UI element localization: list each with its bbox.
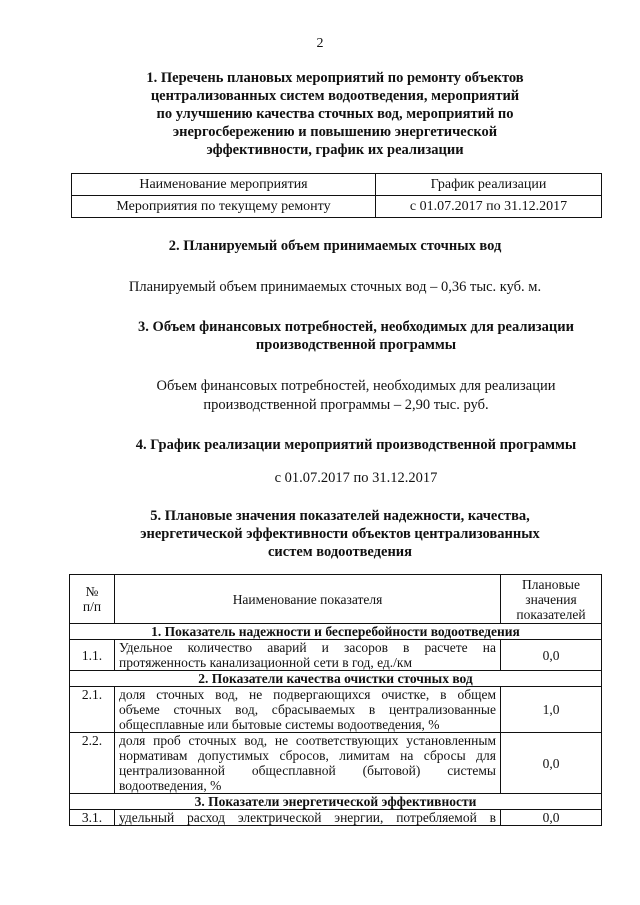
column-header-name: Наименование показателя — [115, 575, 501, 624]
table-row — [70, 810, 602, 826]
section1-title-line: энергосбережению и повышению энергетической — [172, 124, 498, 140]
header-line: показателей — [516, 606, 586, 622]
row-number: 2.2. — [70, 733, 115, 794]
row-number: 1.1. — [70, 640, 115, 671]
indicator-name — [115, 687, 501, 733]
section5-title-line: энергетической эффективности объектов централизованных — [140, 526, 540, 542]
section1-title — [0, 69, 640, 159]
section2-text: Планируемый объем принимаемых сточных вод – 0,36 тыс. куб. м. — [128, 279, 542, 295]
activities-table — [71, 173, 602, 218]
indicator-value: 0,0 — [501, 810, 602, 826]
group-title: 2. Показатели качества очистки сточных вод — [70, 671, 602, 687]
section1-title-line: централизованных систем водоотведения, мероприятий — [150, 88, 520, 104]
indicator-line: общесплавные или бытовые системы водоотведения, % — [119, 717, 440, 732]
table-row — [70, 733, 602, 794]
section3-text — [0, 377, 640, 415]
section1-title-line: по улучшению качества сточных вод, мероприятий по — [156, 106, 514, 122]
indicator-value: 0,0 — [501, 733, 602, 794]
section3-title-line: производственной программы — [255, 337, 457, 353]
indicator-value: 0,0 — [501, 640, 602, 671]
table-group-row — [70, 671, 602, 687]
table-row — [70, 640, 602, 671]
table-header-row — [70, 575, 602, 624]
section5-title-line: 5. Плановые значения показателей надежности, качества, — [150, 508, 530, 524]
section3-text-line: Объем финансовых потребностей, необходимых для реализации — [156, 378, 556, 394]
indicator-value: 1,0 — [501, 687, 602, 733]
header-line: № — [85, 584, 99, 599]
indicator-name — [115, 640, 501, 671]
indicator-line: удельный расход электрической энергии, потребляемой в — [119, 810, 496, 825]
header-line: Плановые — [522, 576, 580, 592]
header-line: значения — [525, 591, 577, 607]
row-number: 3.1. — [70, 810, 115, 826]
indicator-name — [115, 733, 501, 794]
header-line: п/п — [82, 599, 102, 614]
column-header-activity: Наименование мероприятия — [72, 174, 376, 196]
indicator-line: нормативам допустимых сбросов, лимитам на сбросы для — [119, 748, 496, 763]
section2-title: 2. Планируемый объем принимаемых сточных вод — [168, 238, 502, 254]
section1-title-line: эффективности, график их реализации — [206, 142, 464, 158]
column-header-number — [70, 575, 115, 624]
section3-text-line: производственной программы – 2,90 тыс. руб. — [203, 397, 489, 413]
column-header-value — [501, 575, 602, 624]
indicator-name — [115, 810, 501, 826]
indicator-line: водоотведения, % — [119, 778, 222, 793]
section3-title — [0, 318, 640, 354]
indicator-line: доля сточных вод, не подвергающихся очистке, в общем — [119, 687, 496, 702]
page-number: 2 — [316, 36, 324, 51]
column-header-schedule: График реализации — [376, 174, 602, 196]
indicators-table — [69, 574, 602, 826]
group-title: 1. Показатель надежности и бесперебойности водоотведения — [70, 624, 602, 640]
indicator-line: Удельное количество аварий и засоров в расчете на — [119, 640, 496, 655]
indicator-line: доля проб сточных вод, не соответствующих установленным — [119, 733, 496, 748]
group-title: 3. Показатели энергетической эффективности — [70, 794, 602, 810]
section4-text: с 01.07.2017 по 31.12.2017 — [274, 470, 438, 486]
section1-title-line: 1. Перечень плановых мероприятий по ремонту объектов — [146, 70, 524, 86]
section4-title: 4. График реализации мероприятий производственной программы — [135, 437, 577, 453]
section5-title — [0, 507, 640, 561]
section3-title-line: 3. Объем финансовых потребностей, необходимых для реализации — [138, 319, 574, 335]
table-header-row — [72, 174, 602, 196]
table-row — [72, 196, 602, 218]
indicator-line: централизованной общесплавной (бытовой) системы — [119, 763, 496, 778]
schedule-cell: с 01.07.2017 по 31.12.2017 — [376, 196, 602, 218]
section5-title-line: систем водоотведения — [267, 544, 413, 560]
table-group-row — [70, 624, 602, 640]
table-row — [70, 687, 602, 733]
row-number: 2.1. — [70, 687, 115, 733]
table-group-row — [70, 794, 602, 810]
indicator-line: протяженность канализационной сети в год, ед./км — [119, 655, 413, 670]
indicator-line: объеме сточных вод, сбрасываемых в централизованные — [119, 702, 496, 717]
activity-cell: Мероприятия по текущему ремонту — [72, 196, 376, 218]
